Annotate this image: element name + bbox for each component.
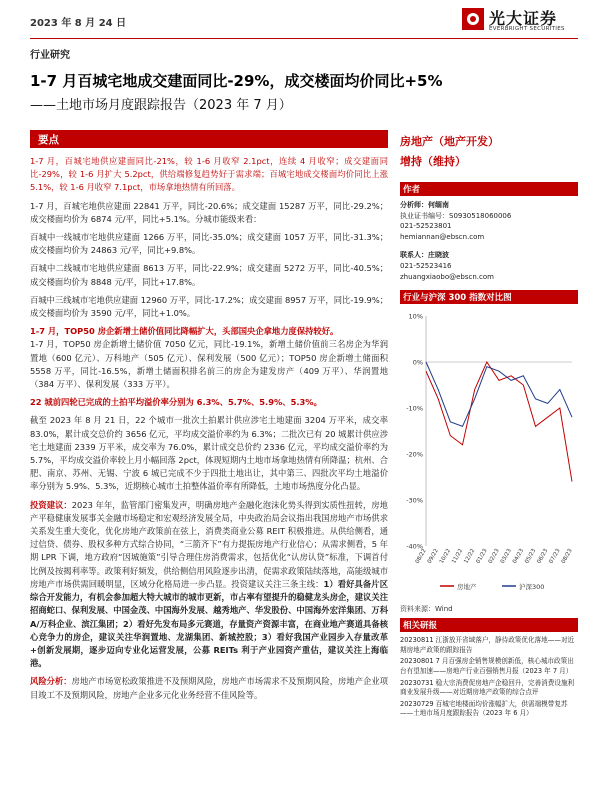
investment-intro: 投资建议关注三条主线：	[231, 578, 324, 589]
x-tick-label: 10/22	[438, 548, 453, 565]
series-line-csi300	[426, 362, 572, 426]
x-tick-label: 12/22	[463, 548, 477, 565]
report-date: 2023 年 8 月 24 日	[30, 18, 127, 29]
investment-label: 投资建议：	[30, 499, 72, 510]
chart-source: 资料来源：Wind	[400, 605, 453, 614]
related-reports-list	[400, 636, 578, 719]
page-title: 1-7 月百城宅地成交建面同比-29%，成交楼面均价同比+5%	[30, 72, 443, 90]
x-tick-label: 01/23	[475, 548, 489, 565]
key-points-heading: 要点	[30, 130, 388, 148]
top50-paragraph: 1-7 月，TOP50 房企新增土储价值 7050 亿元，同比-19.1%，新增土储价值前三名房企为华润置地（600 亿元）、万科地产（505 亿元）、保利发展（500 亿元）；TOP50 房企新增土储面积 5558 万平，同比-16.5%，新增土储面积排名前三的房企为建发房产（409 万平）、华润置地（384 万平）、保利发展（333 万平）。	[30, 339, 388, 390]
brand-logo	[462, 6, 582, 36]
legend-label: 沪深300	[519, 583, 545, 592]
related-report-item[interactable]: 20230801 7 月百强房企销售规模创新低，核心城市政策出台有望加速——房地产行业百强销售月报（2023 年 7 月）	[400, 657, 574, 675]
y-tick-label: -20%	[406, 450, 423, 459]
related-report-item[interactable]: 20230731 稳大宗消费促房地产企稳回升，完善消费设施利商业发展升级——对近期房地产政策的综合点评	[400, 678, 575, 697]
sidebar	[400, 128, 578, 721]
land-auction-heading: 22 城前四轮已完成的土拍平均溢价率分别为 6.3%、5.7%、5.9%、5.3%。	[30, 397, 322, 408]
analyst-cert: 执业证书编号：S0930518060006	[400, 211, 512, 220]
risk-paragraph	[30, 675, 388, 701]
contact-label: 联系人：	[400, 251, 428, 260]
overview-paragraph: 1-7 月，百城宅地供应建面 22841 万平，同比-20.6%；成交建面 15287 万平，同比-29.2%；成交楼面均价为 6874 元/平，同比+5.1%。分城市能级来看：	[30, 200, 388, 224]
rating: 增持（维持）	[400, 155, 466, 168]
tier3-paragraph: 百城中三线城市宅地供应建面 12960 万平，同比-17.2%；成交建面 8957 万平，同比-19.9%；成交楼面均价为 3590 元/平，同比+1.0%。	[30, 294, 388, 319]
author-heading: 作者	[400, 182, 578, 196]
header-divider	[30, 38, 578, 39]
author-block	[400, 200, 578, 282]
index-chart	[400, 308, 578, 602]
contact-email[interactable]: zhuangxiaobo@ebscn.com	[400, 272, 494, 281]
y-tick-label: 0%	[412, 358, 423, 367]
x-tick-label: 06/23	[536, 548, 550, 565]
risk-text: 房地产市场宽松政策推进不及预期风险，房地产市场需求不及预期风险，房地产企业项目竣工不及预期风险，房地产企业多元化业务经营不佳风险等。	[30, 676, 388, 700]
x-tick-label: 04/23	[511, 548, 526, 565]
x-tick-label: 05/23	[524, 548, 538, 565]
analyst-phone: 021-52523801	[400, 222, 452, 231]
related-report-item[interactable]: 20230729 百城宅地楼面均价涨幅扩大，供需端模带复苏——土地市场月度跟踪报告（2023 年 6 月）	[400, 699, 568, 718]
contact-phone: 021-52523416	[400, 261, 452, 270]
contact-name: 庄晓波	[428, 251, 449, 260]
related-reports-heading: 相关研报	[400, 618, 578, 632]
report-category: 行业研究	[30, 50, 70, 61]
x-tick-label: 03/23	[499, 548, 513, 565]
legend-label: 房地产	[457, 583, 477, 592]
analyst-name: 何缅南	[428, 201, 449, 209]
x-tick-label: 07/23	[548, 548, 562, 565]
brand-name-cn: 光大证券	[489, 9, 558, 28]
y-tick-label: -10%	[406, 404, 423, 413]
index-chart-svg	[400, 308, 578, 598]
key-points-body	[30, 155, 388, 707]
investment-text: 2023 年年，监管部门密集发声，明确房地产金融化泡沫化势头得到实质性扭转，房地产平稳健康发展事关金融市场稳定和宏观经济发展全局，中央政治局会议指出我国房地产市场供求关系发生重大变化，优化房地产政策前在弦上，消费类商业公募 REIT 积极推进。从供给侧看，通过信贷、债券、股权多种方式综合协同，“三箭齐下”有力提振房地产行业信心；从需求侧看，5 年期 LPR 下调，地方政府“因城施策”引导合理住房消费需求，包括优化“认房认贷”标准，下调首付比例及按揭利率等。政策利好频发，供给侧信用风险逐步出清，促需求政策陆续落地，高能级城市房地产市场供需回暖明显，区域分化格局进一步凸显。	[30, 499, 388, 589]
y-tick-label: -40%	[406, 542, 423, 551]
investment-lines: 1）看好具备片区综合开发能力，有机会参加超大特大城市的城市更新，市占率有望提升的稳健龙头房企，建议关注招商蛇口、保利发展、中国金茂、中国海外发展、越秀地产、华发股份、中国海外宏洋集团、万科 A/万科企业、滨江集团；2）看好先发布局多元赛道，存量资产资源丰富，在商业地产赛道具备核心竞争力的房企，建议关注华润置地、龙湖集团、新城控股；3）看好我国产业园步入存量改革+创新发展期，逐步迈向专业化运营发展，公募 REITs 利于产业园资产重估，建议关注上海临港。	[30, 578, 388, 669]
top50-heading: 1-7 月，TOP50 房企新增土储价值同比降幅扩大，头部国央企拿地力度保持较好。	[30, 326, 339, 337]
brand-name-en: EVERBRIGHT SECURITIES	[489, 26, 565, 32]
x-tick-label: 11/22	[451, 548, 465, 565]
y-tick-label: 10%	[408, 312, 423, 321]
summary-paragraph: 1-7 月，百城宅地供应建面同比-21%，较 1-6 月收窄 2.1pct，连续 4 月收窄；成交建面同比-29%，较 1-6 月扩大 5.2pct，供给端修复趋势好于需求端；百城宅地成交楼面均价同比上涨 5.1%，较 1-6 月收窄 7.1pct，市场拿地热情有所回落。	[30, 156, 388, 193]
tier2-paragraph: 百城中二线城市宅地供应建面 8613 万平，同比-22.9%；成交建面 5272 万平，同比-40.5%；成交楼面均价为 8848 元/平，同比+17.8%。	[30, 263, 388, 287]
x-tick-label: 08/23	[560, 548, 574, 565]
tier1-paragraph: 百城中一线城市宅地供应建面 1266 万平，同比-35.0%；成交建面 1057 万平，同比-31.3%；成交楼面均价为 24863 元/平，同比+9.8%。	[30, 232, 388, 256]
x-tick-label: 02/23	[487, 548, 501, 565]
brand-logo-icon	[462, 8, 484, 30]
related-report-item[interactable]: 20230811 江浙放开省域落户，静待政策优化落地——对近期房地产政策的跟踪报告	[400, 636, 575, 654]
analyst-label: 分析师：	[400, 201, 428, 209]
series-line-real-estate	[426, 362, 572, 482]
investment-paragraph	[30, 499, 388, 671]
analyst-email[interactable]: hemiannan@ebscn.com	[400, 232, 485, 241]
chart-heading: 行业与沪深 300 指数对比图	[400, 290, 578, 304]
risk-label: 风险分析：	[30, 676, 72, 687]
y-tick-label: -30%	[406, 496, 423, 505]
x-tick-label: 08/22	[414, 548, 428, 565]
page-subtitle: ——土地市场月度跟踪报告（2023 年 7 月）	[30, 98, 292, 113]
land-auction-paragraph: 截至 2023 年 8 月 21 日，22 个城市一批次土拍累计供应涉宅土地建面 3204 万平米，成交率 83.0%，累计成交总价约 3656 亿元，平均成交溢价率约为 6.3%；二批次已有 20 城累计供应涉宅土地建面 2339 万平米，成交率为 76.0%，累计成交总价约 2336 亿元，平均成交溢价率约为 5.7%，平均成交溢价率较上月小幅回落 2pct，体现短期内土地市场拿地热情有所降温；杭州、合肥、南京、苏州、无锡、宁波 6 城已完成不少于四批土地出让，其中第三、四批次平均土地溢价率分别为 5.9%、5.3%，近期核心城市土拍整体溢价率有所降低，土地市场热度分化凸显。	[30, 415, 388, 492]
x-tick-label: 09/22	[426, 548, 440, 565]
sector-name: 房地产（地产开发）	[400, 135, 499, 148]
